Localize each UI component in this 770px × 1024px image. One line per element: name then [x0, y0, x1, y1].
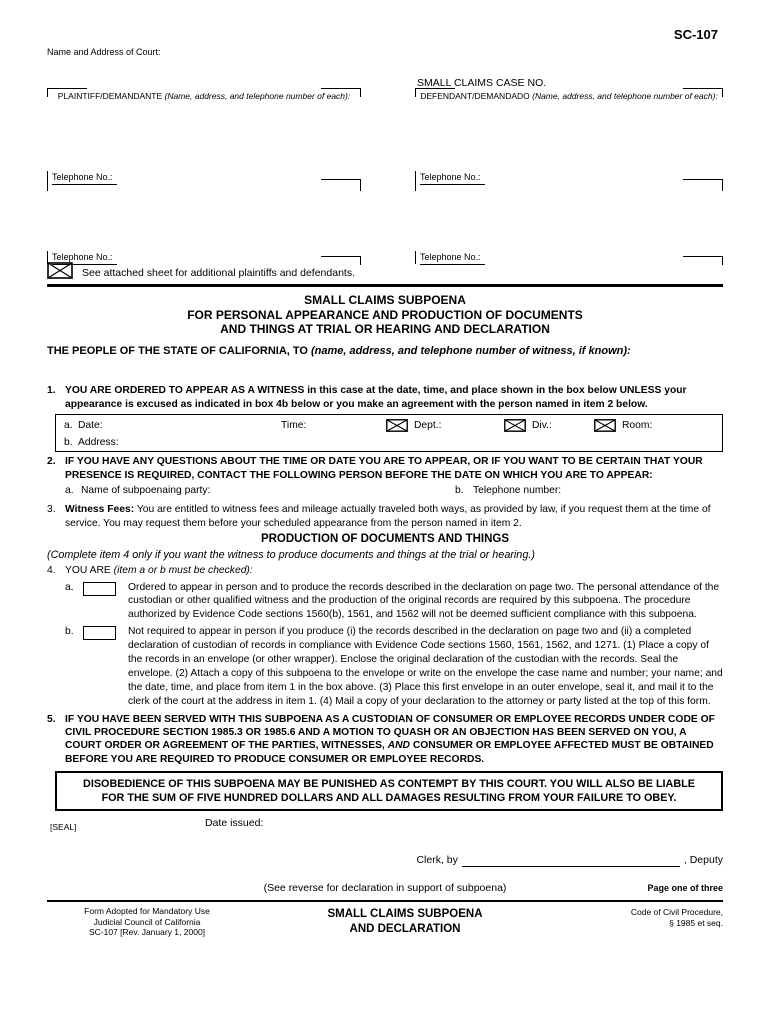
attachment-row [47, 262, 355, 284]
addressee-line [47, 345, 723, 359]
telephone-label: Telephone No.: [420, 172, 485, 185]
item-4a-label: a. [65, 581, 74, 593]
court-address-label: Name and Address of Court: [47, 47, 161, 57]
telephone-label: Telephone No.: [420, 252, 485, 265]
seal-label: [SEAL] [50, 821, 77, 832]
item-2b-label: b. [455, 485, 464, 496]
date-field-label: Date: [78, 420, 103, 431]
telephone-label: Telephone No.: [52, 252, 117, 265]
footer-title-line-2: AND DECLARATION [349, 922, 461, 935]
footer-divider [47, 900, 723, 902]
bracket-top-right [321, 88, 361, 97]
addressee-bold: THE PEOPLE OF THE STATE OF CALIFORNIA, TO [47, 344, 312, 357]
form-title [47, 293, 723, 337]
defendant-telephone-field-2[interactable] [415, 250, 723, 276]
form-body [47, 293, 723, 938]
item-2b-text: Telephone number: [473, 485, 562, 496]
bracket-bottom-right [683, 179, 723, 191]
form-footer [47, 906, 723, 938]
footer-right-line-1: Code of Civil Procedure, [630, 907, 723, 918]
footer-form-title [247, 906, 563, 938]
item-3-label: Witness Fees: [65, 504, 135, 515]
item-4a [47, 581, 723, 623]
item-5-and: AND [387, 740, 410, 752]
bracket-left [47, 171, 48, 191]
defendant-box-label [415, 88, 723, 101]
item-4b-label: b. [65, 626, 74, 638]
item-4-lead: YOU ARE [65, 565, 114, 576]
item-2a-text: Name of subpoenaing party: [81, 485, 211, 496]
item-2 [47, 455, 723, 482]
bracket-left [415, 171, 416, 191]
item-4b-text: Not required to appear in person if you produce (i) the records described in the declaration on page two and (ii) a completed declaration of custodian of records in compliance with Evidence Code sections 1560, 1561, 1562, and 1271. (1) Place a copy of the records in an envelope (or other wrapper). Enclose the original declaration of the custodian with the records. Seal the envelope. (2) Attach a copy of this subpoena to the envelope or write on the envelope the case name and number; your name; and the date, time, and place from item 1 in the box above. (3) Place this first envelope in an outer envelope, seal it, and mail it to the clerk of the court at the address in item 1. (4) Mail a copy of your declaration to the attorney or party listed at the top of this form. [128, 626, 723, 707]
deputy-label: , Deputy [683, 853, 723, 866]
footer-left-line-1: Form Adopted for Mandatory Use [84, 906, 210, 917]
appearance-row-a [56, 417, 722, 434]
item-4a-text: Ordered to appear in person and to produce the records described in the declaration on page two. The personal attendance of the custodian or other qualified witness and the production of the original records are required by this subpoena. The procedure authorized by Evidence Code sections 1560(b), 1561, and 1562 will not be deemed sufficient compliance with this subpoena. [128, 581, 720, 621]
clerk-signature-line[interactable] [462, 854, 680, 867]
item-4b [47, 625, 723, 708]
footer-right-line-2: § 1985 et seq. [669, 917, 723, 928]
title-line-3: AND THINGS AT TRIAL OR HEARING AND DECLARATION [220, 322, 550, 336]
plaintiff-box[interactable] [47, 88, 361, 104]
seal-row [47, 817, 723, 837]
defendant-box[interactable] [415, 88, 723, 104]
row-a-label: a. [64, 420, 73, 431]
item-1 [47, 384, 723, 411]
defendant-sublabel: (Name, address, and telephone number of each): [529, 91, 718, 101]
item-3-text: You are entitled to witness fees and mileage actually traveled both ways, as provided by law, if you request them at the time of service. You may request them before your scheduled appearance from the person named in item 2. [65, 504, 711, 529]
item-1-number: 1. [47, 385, 56, 396]
attachment-note: See attached sheet for additional plaintiffs and defendants. [82, 267, 356, 279]
reverse-note-row [47, 882, 723, 896]
form-header [0, 0, 770, 288]
item-1-text: YOU ARE ORDERED TO APPEAR AS A WITNESS in this case at the date, time, and place shown in the box below UNLESS your appearance is excused as indicated in box 4b below or you make an agreement with the person named in item 2 below. [65, 385, 687, 410]
defendant-label: DEFENDANT/DEMANDADO [420, 91, 530, 101]
title-line-2: FOR PERSONAL APPEARANCE AND PRODUCTION OF DOCUMENTS [187, 307, 583, 322]
item-4-lead-italic: (item a or b must be checked): [113, 565, 253, 576]
item-2a-label: a. [65, 485, 74, 496]
checkbox-x-icon[interactable] [47, 262, 73, 284]
production-heading: PRODUCTION OF DOCUMENTS AND THINGS [260, 533, 510, 545]
production-note: (Complete item 4 only if you want the witness to produce documents and things at the trial or hearing.) [47, 548, 535, 561]
plaintiff-sublabel: (Name, address, and telephone number of each): [162, 91, 351, 101]
contempt-warning: DISOBEDIENCE OF THIS SUBPOENA MAY BE PUNISHED AS CONTEMPT BY THIS COURT. YOU WILL ALSO BE LIABLE FOR THE SUM OF FIVE HUNDRED DOLLARS AND ALL DAMAGES RESULTING FROM YOUR FAILURE TO OBEY. [55, 771, 723, 811]
clerk-signature-row [47, 854, 723, 868]
footer-code-reference [563, 906, 723, 938]
item-4 [47, 564, 723, 578]
appearance-box [55, 414, 723, 452]
plaintiff-telephone-field-1[interactable] [47, 170, 361, 196]
bracket-top-left [47, 88, 87, 97]
defendant-telephone-field-1[interactable] [415, 170, 723, 196]
clerk-label: Clerk, by [416, 853, 458, 866]
item-5-text-before: IF YOU HAVE BEEN SERVED WITH THIS SUBPOENA AS A CUSTODIAN OF CONSUMER OR EMPLOYEE RECORDS UNDER CODE OF CIVIL PROCEDURE SECTION 1985.3 OR 1985.6 AND A MOTION TO QUASH OR AN OBJECTION HAS BEEN SERVED ON YOU, A COURT ORDER OR AGREEMENT OF THE PARTIES, WITNESSES, [65, 713, 715, 752]
title-line-1: SMALL CLAIMS SUBPOENA [304, 293, 466, 307]
bracket-bottom-right [683, 256, 723, 265]
item-3 [47, 503, 723, 530]
header-divider [47, 284, 723, 287]
checkbox-icon[interactable] [83, 582, 116, 596]
date-issued-label: Date issued: [205, 816, 264, 829]
item-5-text-after: CONSUMER OR EMPLOYEE AFFECTED MUST BE OBTAINED BEFORE YOU ARE REQUIRED TO PRODUCE CONSUMER OR EMPLOYEE RECORDS. [65, 740, 714, 765]
bracket-bottom-right [321, 179, 361, 191]
telephone-label: Telephone No.: [52, 172, 117, 185]
item-2-text: IF YOU HAVE ANY QUESTIONS ABOUT THE TIME OR DATE YOU ARE TO APPEAR, OR IF YOU WANT TO BE CERTAIN THAT YOUR PRESENCE IS REQUIRED, CONTACT THE FOLLOWING PERSON BEFORE THE DATE ON WHICH YOU ARE TO APPEAR: [65, 456, 703, 481]
bracket-top-left [415, 88, 455, 97]
row-b-label: b. [64, 437, 73, 448]
bracket-left [415, 251, 416, 264]
bracket-top-right [683, 88, 723, 97]
appearance-row-b [56, 434, 722, 451]
dept-field-label: Dept.: [414, 420, 442, 431]
plaintiff-box-label [47, 88, 361, 101]
item-2-number: 2. [47, 456, 56, 467]
item-5-number: 5. [47, 713, 56, 725]
address-field-label: Address: [78, 437, 119, 448]
footer-left-line-2: Judicial Council of California [93, 916, 201, 927]
item-5 [47, 713, 723, 766]
addressee-italic: (name, address, and telephone number of witness, if known): [311, 344, 631, 357]
room-field-label: Room: [622, 420, 653, 431]
footer-left-line-3: SC-107 [Rev. January 1, 2000] [88, 927, 206, 938]
see-reverse-note: (See reverse for declaration in support of subpoena) [263, 882, 507, 895]
page-number-note: Page one of three [647, 883, 723, 894]
plaintiff-label: PLAINTIFF/DEMANDANTE [57, 91, 163, 101]
item-4-number: 4. [47, 565, 56, 576]
time-field-label: Time: [281, 420, 307, 431]
footer-adoption-note [47, 906, 247, 938]
checkbox-icon[interactable] [83, 626, 116, 640]
case-number-label: SMALL CLAIMS CASE NO. [417, 77, 547, 89]
form-number: SC-107 [673, 27, 718, 42]
item-2-sub-row [47, 484, 723, 501]
item-3-number: 3. [47, 504, 56, 515]
footer-title-line-1: SMALL CLAIMS SUBPOENA [327, 908, 483, 921]
div-field-label: Div.: [532, 420, 552, 431]
